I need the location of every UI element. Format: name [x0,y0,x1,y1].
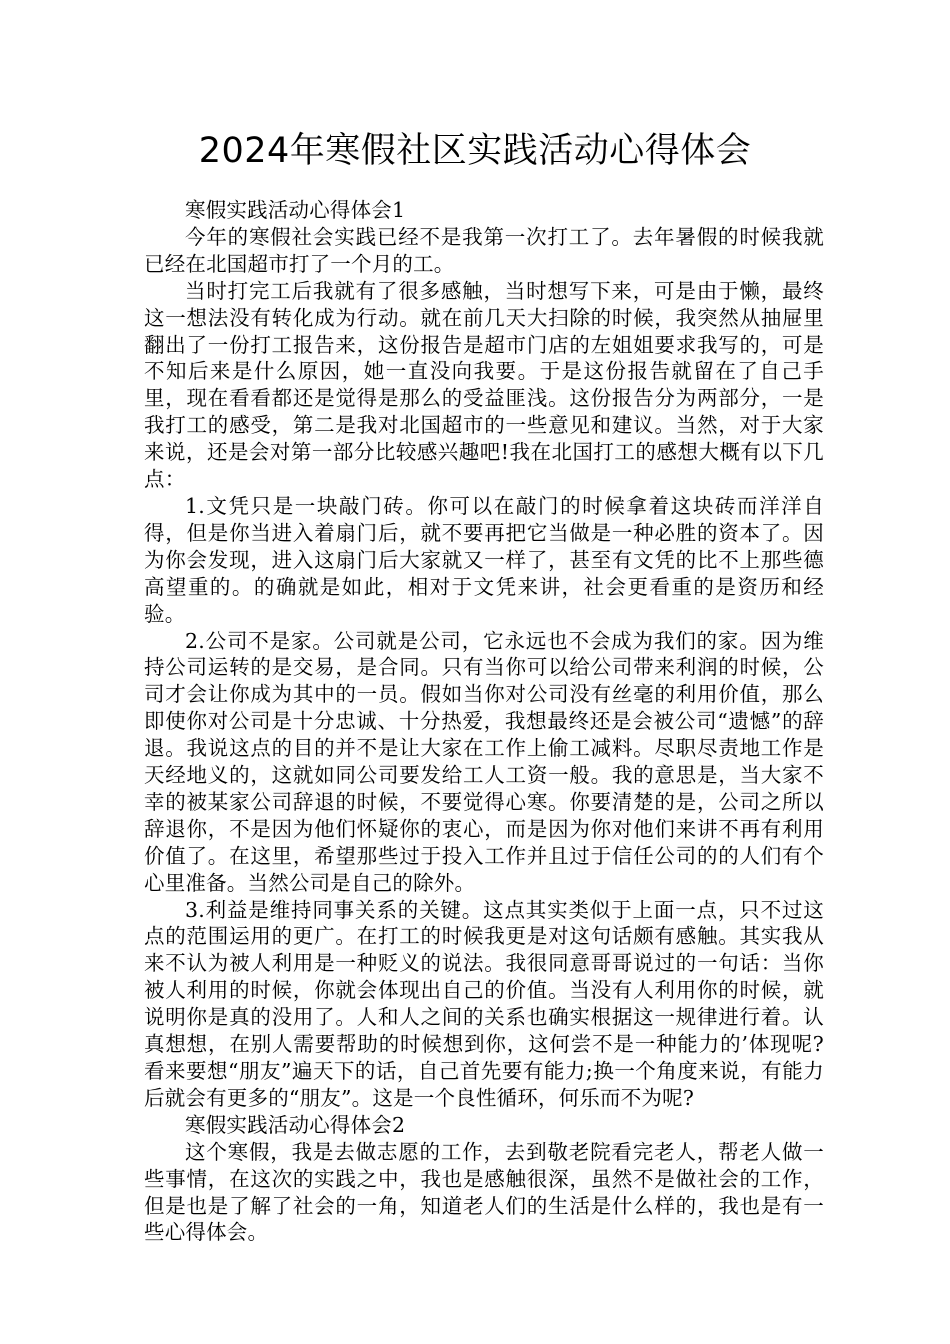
section-heading-2: 寒假实践活动心得体会2 [185,1112,406,1137]
paragraph: 2.公司不是家。公司就是公司，它永远也不会成为我们的家。因为维持公司运转的是交易，是合同。只有当你可以给公司带来利润的时候，公司才会让你成为其中的一员。假如当你对公司没有丝毫的利用价值，那么即使你对公司是十分忠诚、十分热爱，我想最终还是会被公司“遗憾”的辞退。我说这点的目的并不是让大家在工作上偷工减料。尽职尽责地工作是天经地义的，这就如同公司要发给工人工资一般。我的意思是，当大家不幸的被某家公司辞退的时候，不要觉得心寒。你要清楚的是，公司之所以辞退你，不是因为他们怀疑你的衷心，而是因为你对他们来讲不再有利用价值了。在这里，希望那些过于投入工作并且过于信任公司的的人们有个心里准备。当然公司是自己的除外。 [144,628,824,895]
paragraph: 这个寒假，我是去做志愿的工作，去到敬老院看完老人，帮老人做一些事情，在这次的实践之中，我也是感触很深，虽然不是做社会的工作，但是也是了解了社会的一角，知道老人们的生活是什么样的，我也是有一些心得体会。 [144,1139,824,1245]
paragraph: 当时打完工后我就有了很多感触，当时想写下来，可是由于懒，最终这一想法没有转化成为行动。就在前几天大扫除的时候，我突然从抽屉里翻出了一份打工报告来，这份报告是超市门店的左姐姐要求我写的，可是不知后来是什么原因，她一直没向我要。于是这份报告就留在了自己手里，现在看看都还是觉得是那么的受益匪浅。这份报告分为两部分，一是我打工的感受，第二是我对北国超市的一些意见和建议。当然，对于大家来说，还是会对第一部分比较感兴趣吧!我在北国打工的感想大概有以下几点： [144,278,824,492]
document-body [144,197,824,1246]
paragraph: 1.文凭只是一块敲门砖。你可以在敲门的时候拿着这块砖而洋洋自得，但是你当进入着扇门后，就不要再把它当做是一种必胜的资本了。因为你会发现，进入这扇门后大家就又一样了，甚至有文凭的比不上那些德高望重的。的确就是如此，相对于文凭来讲，社会更看重的是资历和经验。 [144,493,824,626]
paragraph: 今年的寒假社会实践已经不是我第一次打工了。去年暑假的时候我就已经在北国超市打了一个月的工。 [144,224,824,276]
document-title: 2024年寒假社区实践活动心得体会 [198,131,752,171]
paragraph: 3.利益是维持同事关系的关键。这点其实类似于上面一点，只不过这点的范围运用的更广。在打工的时候我更是对这句话颇有感触。其实我从来不认为被人利用是一种贬义的说法。我很同意哥哥说过的一句话：当你被人利用的时候，你就会体现出自己的价值。当没有人利用你的时候，就说明你是真的没用了。人和人之间的关系也确实根据这一规律进行着。认真想想，在别人需要帮助的时候想到你，这何尝不是一种能力的’体现呢?看来要想“朋友”遍天下的话，自己首先要有能力;换一个角度来说，有能力后就会有更多的“朋友”。这是一个良性循环，何乐而不为呢? [144,897,824,1110]
section-heading-1: 寒假实践活动心得体会1 [185,198,406,222]
